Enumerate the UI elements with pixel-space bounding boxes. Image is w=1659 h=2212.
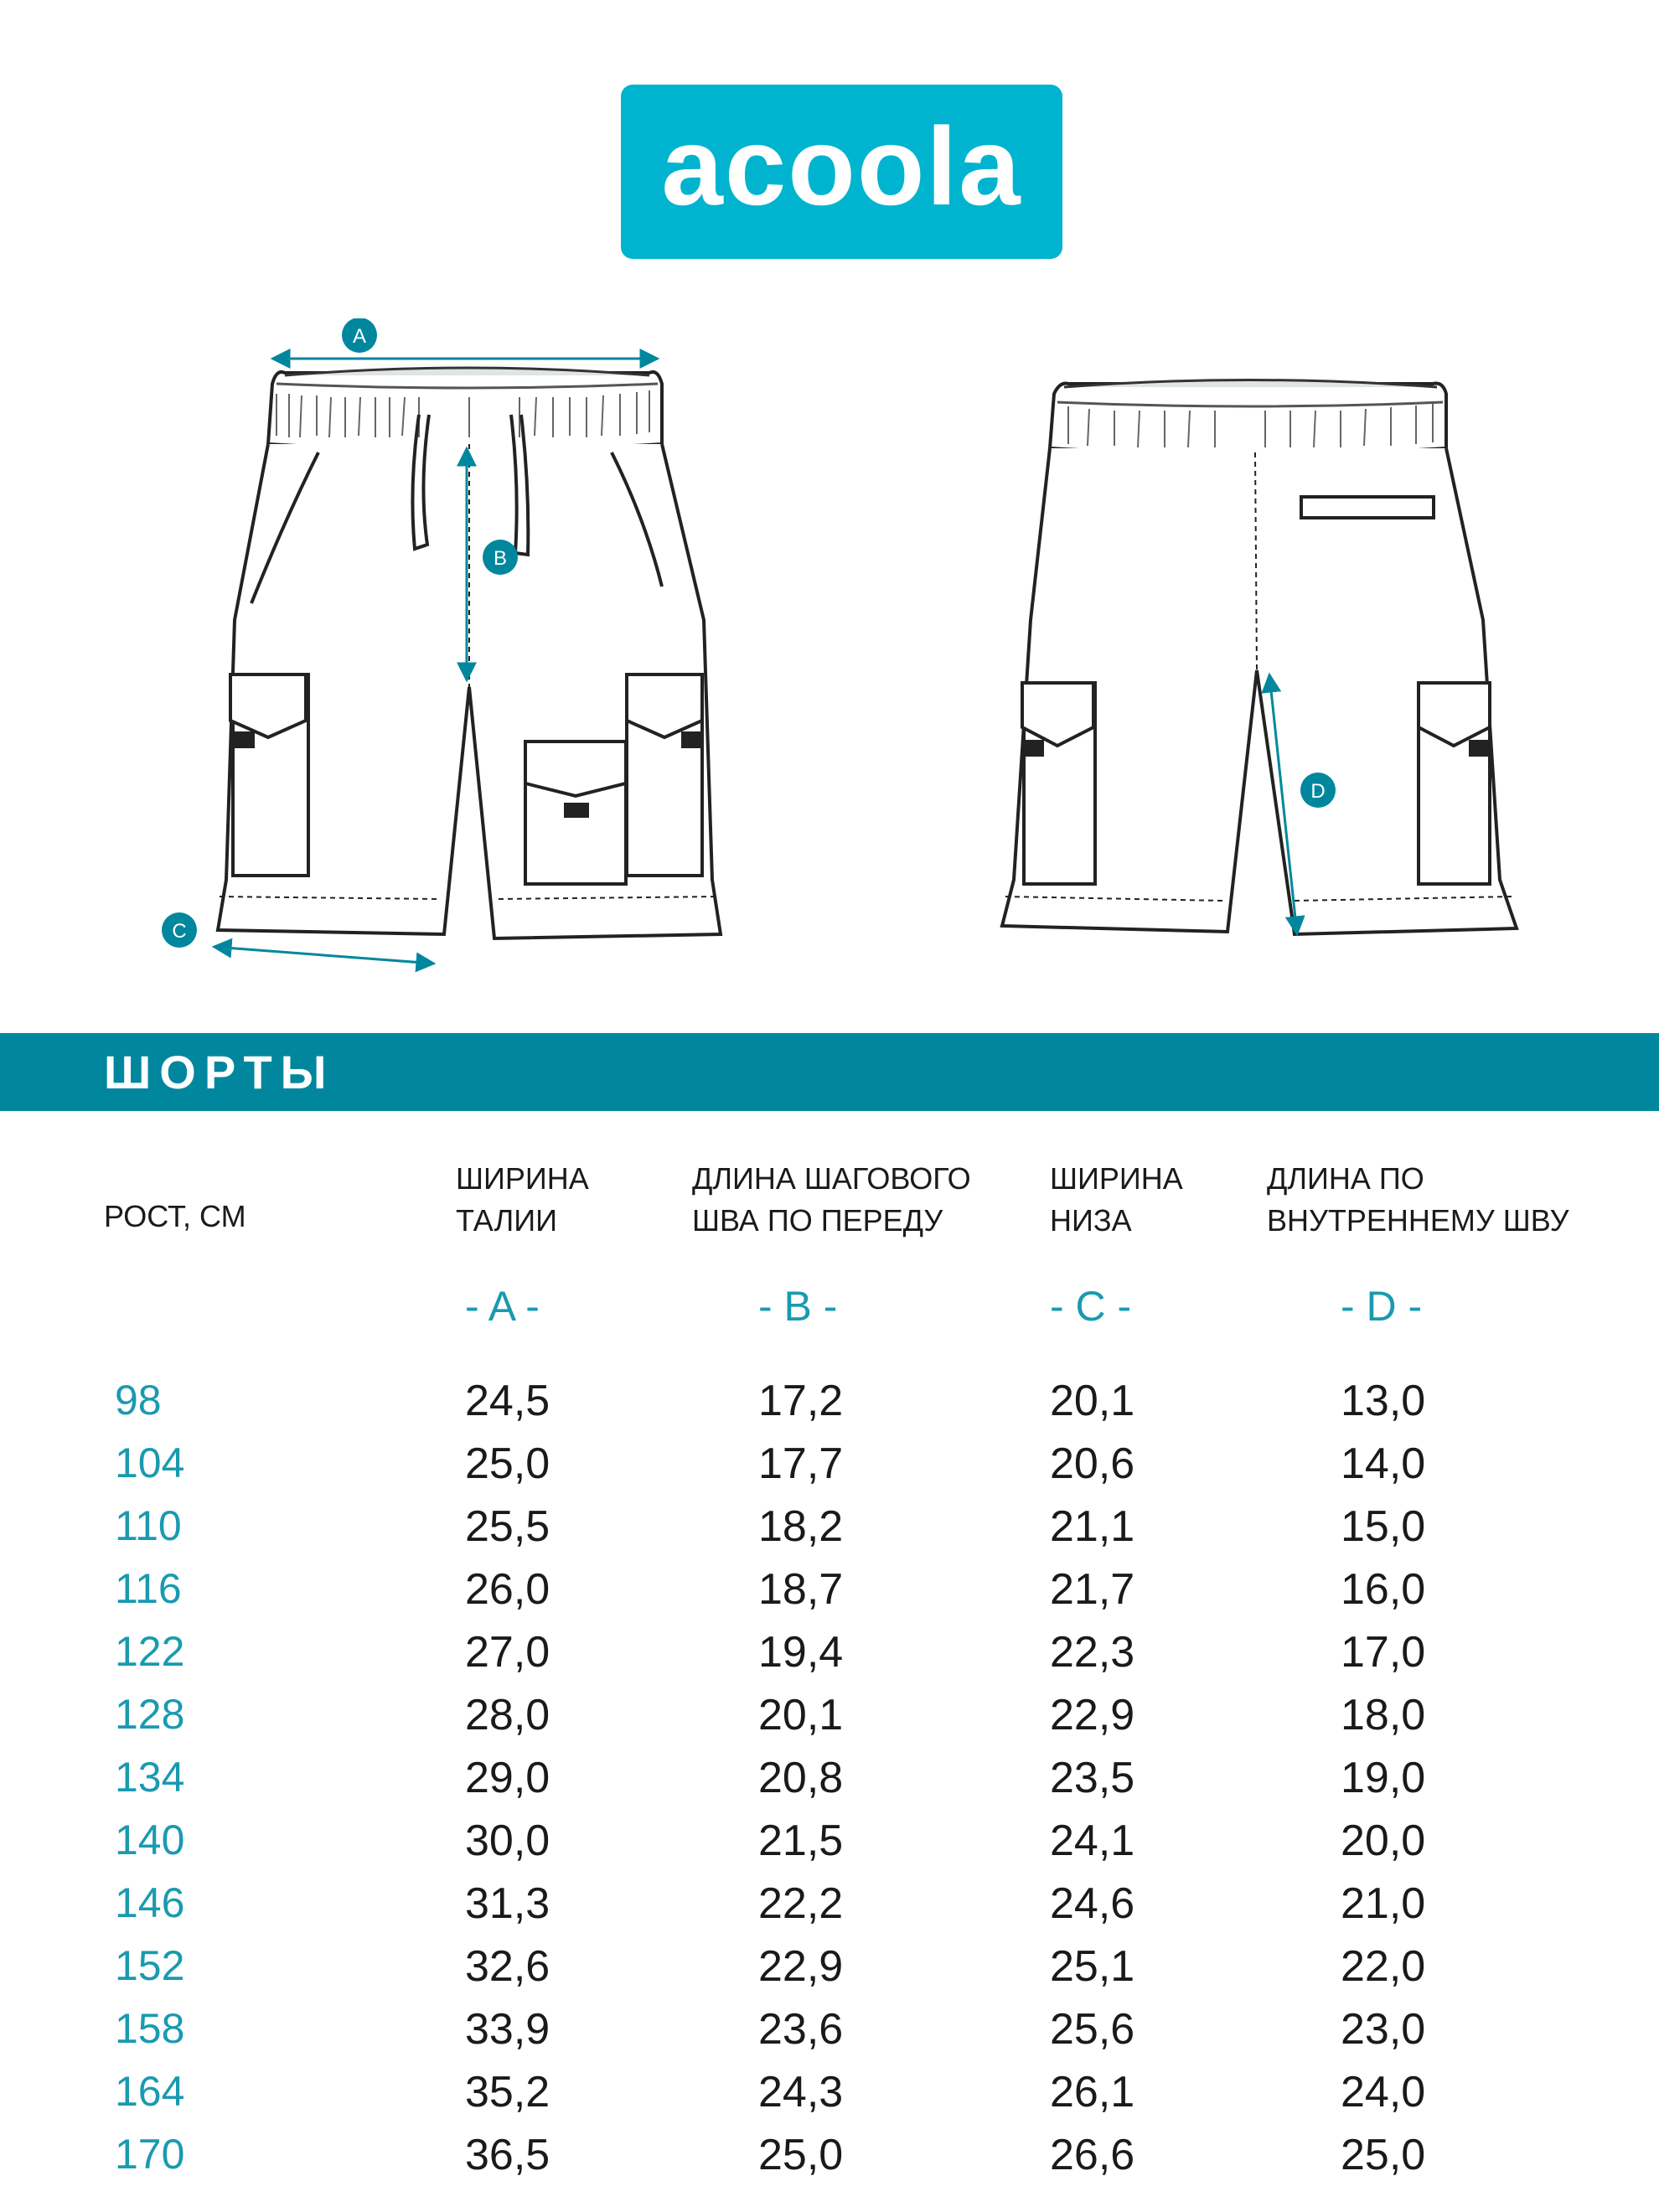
measurement-value: 25,0: [465, 1439, 550, 1488]
measurement-value: 19,0: [1341, 1754, 1426, 1802]
measurement-value: 30,0: [465, 1817, 550, 1865]
code-c: - C -: [1050, 1283, 1132, 1330]
height-value: 104: [115, 1439, 185, 1486]
measurement-value: 24,0: [1341, 2068, 1426, 2116]
measurement-value: 22,2: [758, 1879, 844, 1928]
measurement-value: 23,0: [1341, 2005, 1426, 2054]
measurement-value: 20,1: [1050, 1377, 1135, 1425]
column-header-height: РОСТ, СМ: [104, 1199, 246, 1233]
measurement-value: 21,5: [758, 1817, 844, 1865]
column-header-waist: ШИРИНА ТАЛИИ: [456, 1161, 589, 1238]
measurement-value: 22,0: [1341, 1942, 1426, 1991]
column-header-hem: ШИРИНА НИЗА: [1050, 1161, 1183, 1238]
height-value: 152: [115, 1942, 185, 1989]
measurement-value: 21,0: [1341, 1879, 1426, 1928]
measurement-value: 24,3: [758, 2068, 844, 2116]
height-value: 158: [115, 2005, 185, 2052]
height-value: 122: [115, 1628, 185, 1675]
measurement-value: 22,9: [758, 1942, 844, 1991]
height-value: 140: [115, 1817, 185, 1863]
measurement-value: 27,0: [465, 1628, 550, 1677]
code-b: - B -: [758, 1283, 838, 1330]
height-value: 170: [115, 2131, 185, 2178]
measurement-value: 32,6: [465, 1942, 550, 1991]
measurement-value: 23,6: [758, 2005, 844, 2054]
back-view: [1002, 380, 1517, 935]
measurement-value: 17,0: [1341, 1628, 1426, 1677]
measurement-value: 24,6: [1050, 1879, 1135, 1928]
measurement-value: 35,2: [465, 2068, 550, 2116]
measurement-value: 22,9: [1050, 1691, 1135, 1739]
measurement-value: 26,6: [1050, 2131, 1135, 2179]
svg-text:A: A: [352, 325, 367, 348]
measurement-value: 21,7: [1050, 1565, 1135, 1614]
measurement-value: 20,0: [1341, 1817, 1426, 1865]
height-value: 98: [115, 1377, 162, 1424]
measurement-value: 20,6: [1050, 1439, 1135, 1488]
svg-text:C: C: [172, 920, 187, 943]
measurement-value: 33,9: [465, 2005, 550, 2054]
height-value: 146: [115, 1879, 185, 1926]
measurement-value: 17,7: [758, 1439, 844, 1488]
code-d: - D -: [1341, 1283, 1423, 1330]
measurement-value: 25,6: [1050, 2005, 1135, 2054]
brand-logo: [621, 85, 1062, 259]
measurement-value: 25,5: [465, 1502, 550, 1551]
measurement-value: 18,7: [758, 1565, 844, 1614]
measurement-value: 20,1: [758, 1691, 844, 1739]
measurement-value: 24,1: [1050, 1817, 1135, 1865]
measurement-value: 13,0: [1341, 1377, 1426, 1425]
measurement-value: 25,1: [1050, 1942, 1135, 1991]
measurement-value: 24,5: [465, 1377, 550, 1425]
measurement-value: 18,2: [758, 1502, 844, 1551]
measurement-value: 14,0: [1341, 1439, 1426, 1488]
column-header-front-rise: ДЛИНА ШАГОВОГО ШВА ПО ПЕРЕДУ: [692, 1161, 971, 1238]
measurement-value: 18,0: [1341, 1691, 1426, 1739]
measurement-value: 28,0: [465, 1691, 550, 1739]
section-band: [0, 1033, 1659, 1111]
measurement-value: 22,3: [1050, 1628, 1135, 1677]
column-header-inseam: ДЛИНА ПО ВНУТРЕННЕМУ ШВУ: [1267, 1161, 1569, 1238]
front-view: [218, 368, 721, 938]
measurement-value: 26,0: [465, 1565, 550, 1614]
section-title: ШОРТЫ: [104, 1046, 335, 1098]
measurement-value: 29,0: [465, 1754, 550, 1802]
measurement-value: 15,0: [1341, 1502, 1426, 1551]
measurement-value: 16,0: [1341, 1565, 1426, 1614]
height-value: 116: [115, 1565, 182, 1612]
shorts-technical-drawing: [0, 318, 1659, 989]
height-value: 110: [115, 1502, 182, 1549]
height-value: 128: [115, 1691, 185, 1738]
height-value: 164: [115, 2068, 185, 2115]
measurement-value: 21,1: [1050, 1502, 1135, 1551]
measurement-value: 23,5: [1050, 1754, 1135, 1802]
measurement-value: 25,0: [758, 2131, 844, 2179]
measurement-value: 20,8: [758, 1754, 844, 1802]
measure-a: [272, 318, 658, 359]
measurement-value: 25,0: [1341, 2131, 1426, 2179]
svg-text:B: B: [493, 547, 508, 570]
code-a: - A -: [465, 1283, 540, 1330]
logo-text: acoola: [661, 105, 1022, 228]
svg-text:D: D: [1310, 780, 1326, 803]
measurement-value: 17,2: [758, 1377, 844, 1425]
measurement-value: 31,3: [465, 1879, 550, 1928]
measurement-value: 19,4: [758, 1628, 844, 1677]
measurement-value: 26,1: [1050, 2068, 1135, 2116]
height-value: 134: [115, 1754, 185, 1801]
measurement-value: 36,5: [465, 2131, 550, 2179]
